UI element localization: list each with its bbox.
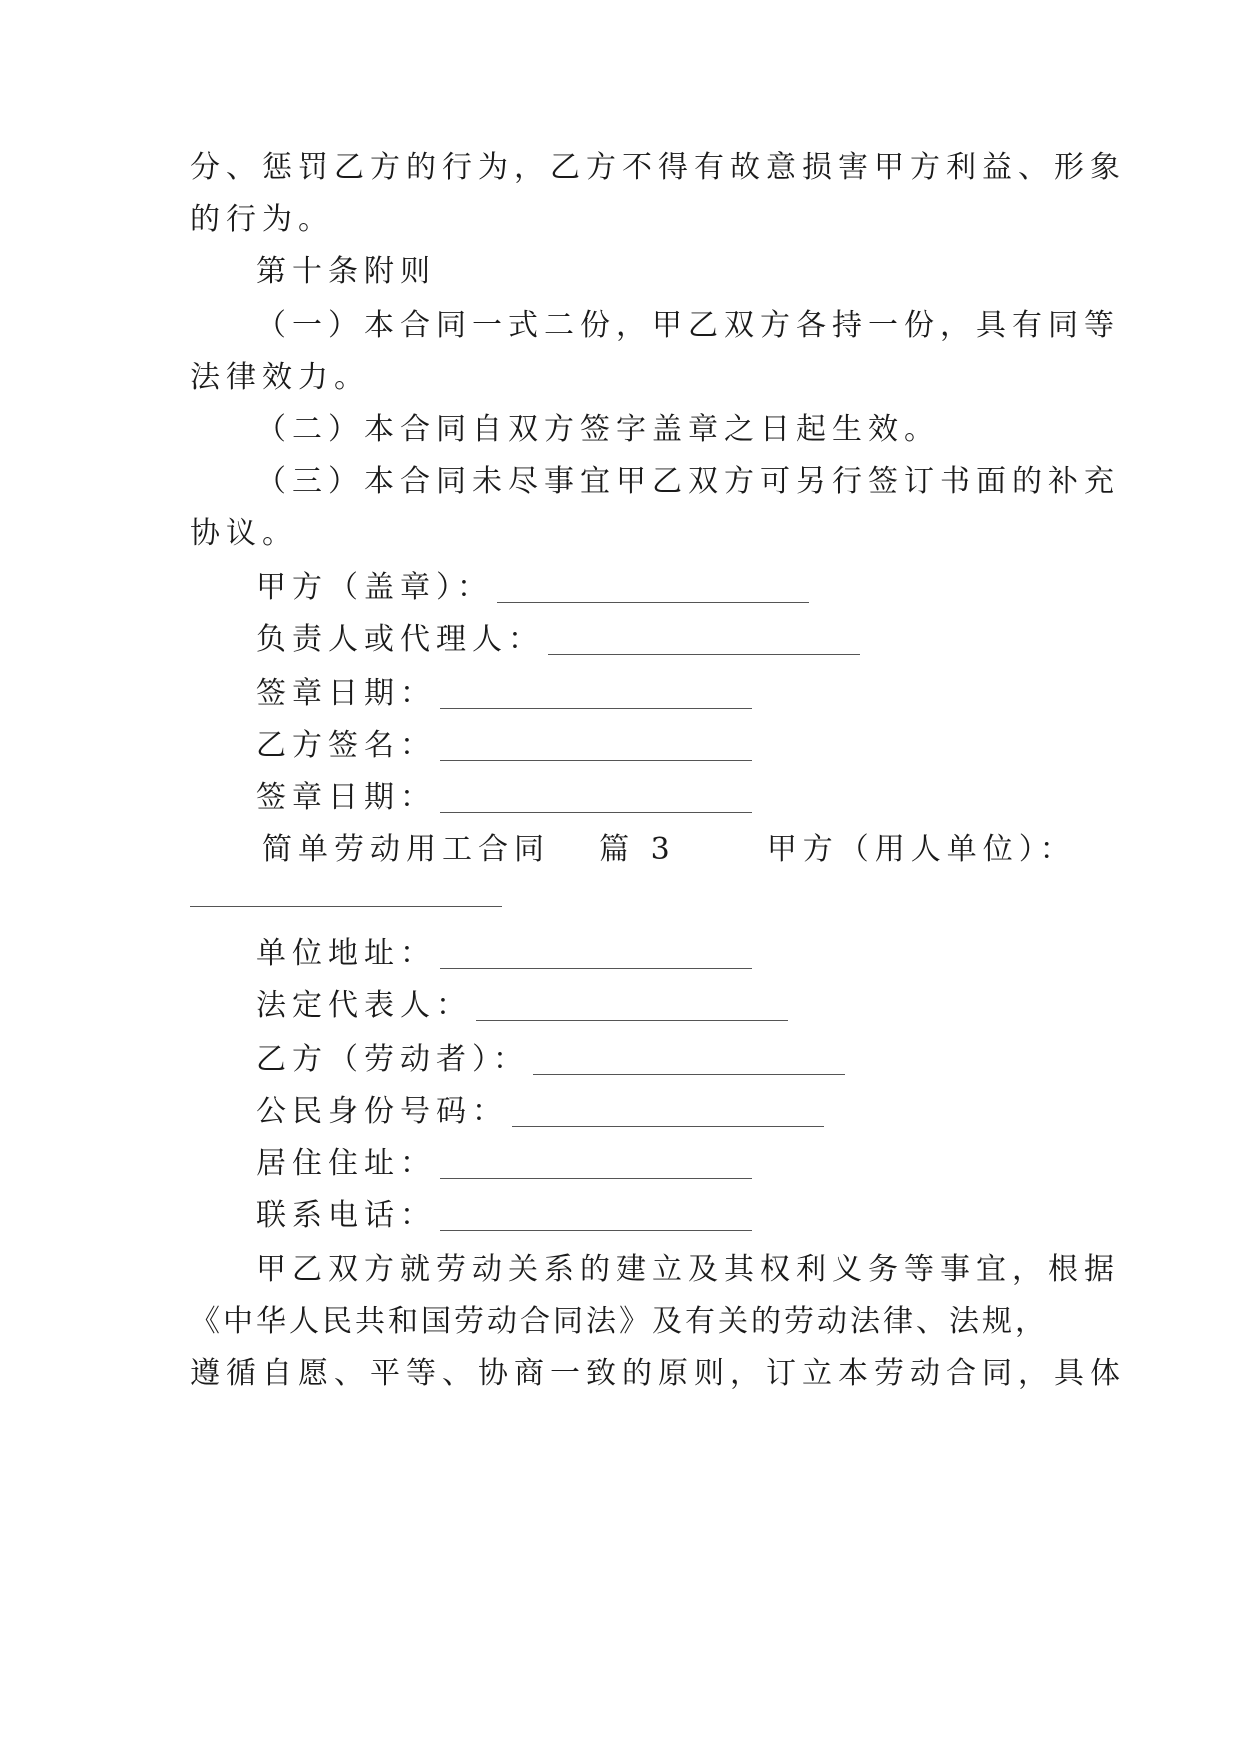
field-label: 甲方（盖章）： xyxy=(256,570,493,605)
blank-line[interactable] xyxy=(548,654,860,655)
clause-3: （三）本合同未尽事宜甲乙双方可另行签订书面的补充 xyxy=(256,464,1120,499)
blank-line[interactable] xyxy=(190,906,502,907)
blank-line[interactable] xyxy=(440,812,752,813)
clause-1-cont: 法律效力。 xyxy=(190,360,370,395)
contract-header xyxy=(262,830,1132,870)
field-label: 签章日期： xyxy=(256,676,436,711)
field-label: 乙方（劳动者）： xyxy=(256,1042,529,1077)
signature-date-a xyxy=(256,674,1126,714)
field-label: 法定代表人： xyxy=(256,988,472,1023)
field-unit-address xyxy=(256,934,1126,974)
field-legal-rep xyxy=(256,986,1126,1026)
intro-line: 《中华人民共和国劳动合同法》及有关的劳动法律、法规， xyxy=(190,1304,1048,1339)
blank-line[interactable] xyxy=(440,968,752,969)
field-label: 公民身份号码： xyxy=(256,1094,508,1129)
signature-party-a xyxy=(256,568,1126,608)
contract-part: 篇 3 xyxy=(599,832,676,867)
article-title: 第十条附则 xyxy=(256,254,436,289)
clause-3-cont: 协议。 xyxy=(190,516,298,551)
paragraph-line: 的行为。 xyxy=(190,202,334,237)
clause-2: （二）本合同自双方签字盖章之日起生效。 xyxy=(256,412,940,447)
field-party-b xyxy=(256,1040,1126,1080)
field-citizen-id xyxy=(256,1092,1126,1132)
field-label: 单位地址： xyxy=(256,936,436,971)
signature-responsible xyxy=(256,620,1126,660)
intro-line: 遵循自愿、平等、协商一致的原则，订立本劳动合同，具体 xyxy=(190,1356,1126,1391)
field-residence xyxy=(256,1144,1126,1184)
signature-party-b xyxy=(256,726,1126,766)
contract-title: 简单劳动用工合同 xyxy=(262,832,550,867)
field-label: 签章日期： xyxy=(256,780,436,815)
blank-line[interactable] xyxy=(497,602,809,603)
blank-line[interactable] xyxy=(440,1230,752,1231)
intro-line: 甲乙双方就劳动关系的建立及其权利义务等事宜，根据 xyxy=(256,1252,1120,1287)
field-label: 乙方签名： xyxy=(256,728,436,763)
blank-line[interactable] xyxy=(476,1020,788,1021)
field-label: 负责人或代理人： xyxy=(256,622,544,657)
field-label: 联系电话： xyxy=(256,1198,436,1233)
clause-1: （一）本合同一式二份，甲乙双方各持一份，具有同等 xyxy=(256,308,1120,343)
field-label: 居住住址： xyxy=(256,1146,436,1181)
signature-date-b xyxy=(256,778,1126,818)
blank-line[interactable] xyxy=(440,708,752,709)
field-phone xyxy=(256,1196,1126,1236)
party-a-employer-label: 甲方（用人单位）： xyxy=(766,832,1076,867)
paragraph-line: 分、惩罚乙方的行为，乙方不得有故意损害甲方利益、形象 xyxy=(190,150,1126,185)
blank-line[interactable] xyxy=(512,1126,824,1127)
blank-line[interactable] xyxy=(533,1074,845,1075)
blank-line[interactable] xyxy=(440,1178,752,1179)
blank-line[interactable] xyxy=(440,760,752,761)
